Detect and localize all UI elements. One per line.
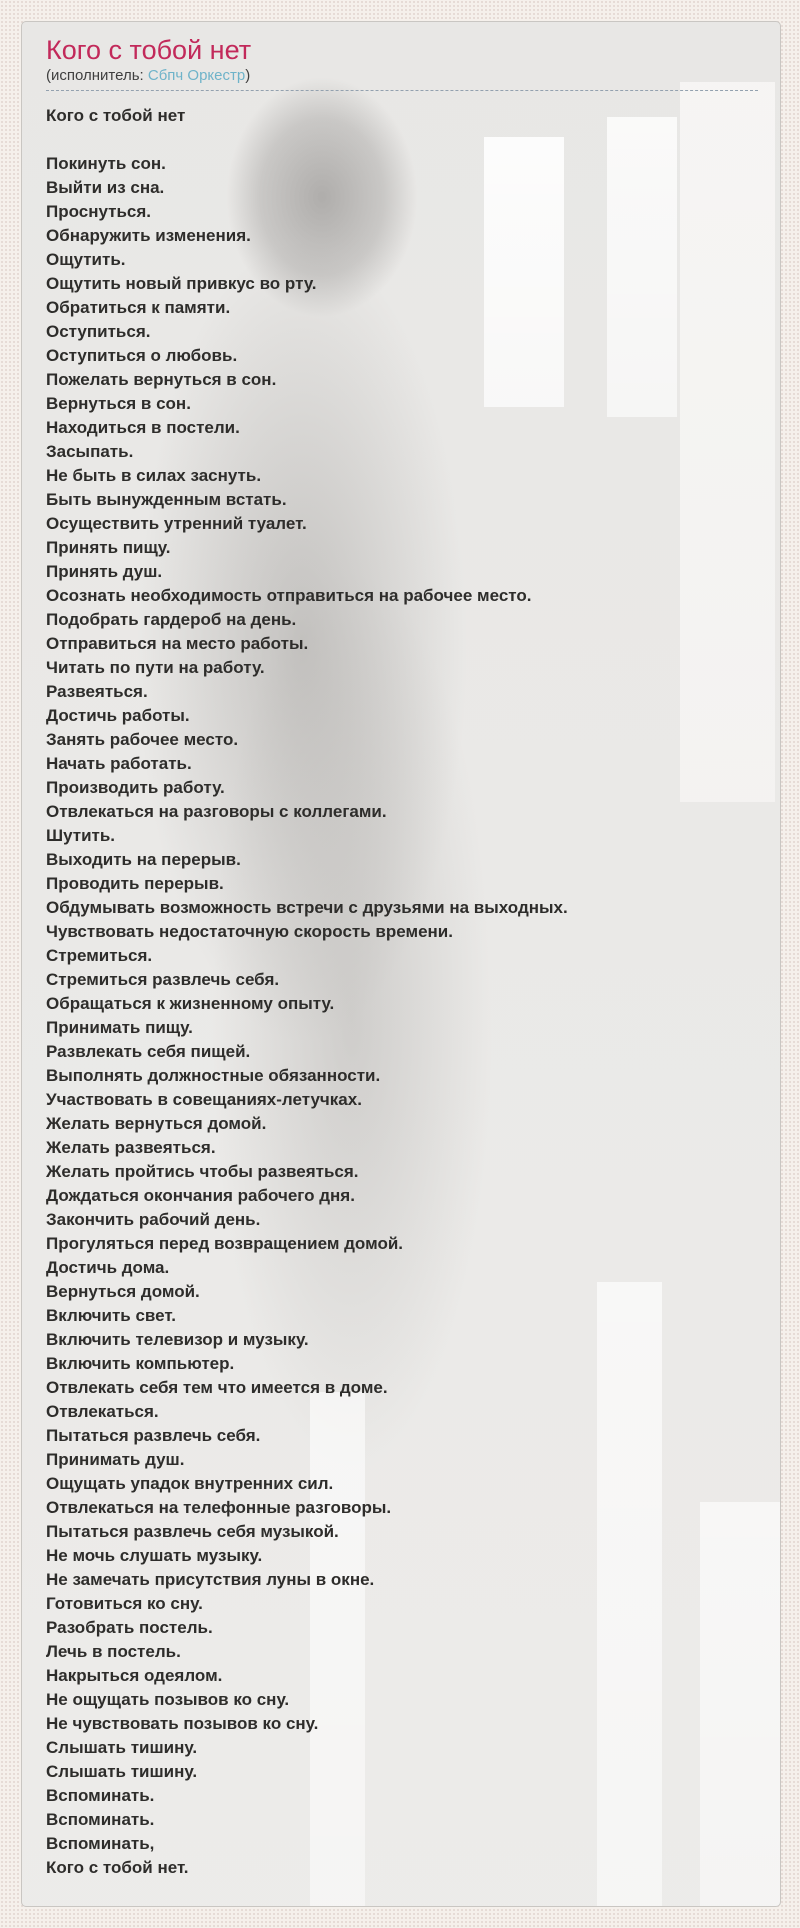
- lyric-line: Желать вернуться домой.: [46, 1114, 267, 1133]
- artist-label-prefix: (исполнитель:: [46, 67, 148, 84]
- lyric-line: Дождаться окончания рабочего дня.: [46, 1186, 355, 1205]
- lyric-line: Пытаться развлечь себя музыкой.: [46, 1522, 339, 1541]
- artist-label-suffix: ): [245, 67, 251, 84]
- lyric-line: Желать пройтись чтобы развеяться.: [46, 1162, 359, 1181]
- lyric-line: Осуществить утренний туалет.: [46, 514, 307, 533]
- lyric-line: Оступиться.: [46, 322, 151, 341]
- lyric-line: Включить свет.: [46, 1306, 176, 1325]
- lyric-line: Развеяться.: [46, 682, 148, 701]
- lyric-line: [46, 128, 758, 152]
- lyric-line: Накрыться одеялом.: [46, 1666, 223, 1685]
- artist-link[interactable]: Сбпч Оркестр: [147, 67, 246, 84]
- lyric-line: Стремиться.: [46, 946, 153, 965]
- lyric-line: Читать по пути на работу.: [46, 658, 265, 677]
- lyric-line: Принимать душ.: [46, 1450, 185, 1469]
- lyric-line: Готовиться ко сну.: [46, 1594, 203, 1613]
- lyric-line: Пожелать вернуться в сон.: [46, 370, 277, 389]
- lyric-line: Вернуться домой.: [46, 1282, 200, 1301]
- lyric-line: Проснуться.: [46, 202, 152, 221]
- page-title: Кого с тобой нет: [46, 35, 252, 65]
- lyric-line: Подобрать гардероб на день.: [46, 610, 297, 629]
- lyric-line: Не замечать присутствия луны в окне.: [46, 1570, 375, 1589]
- lyric-line: Вспоминать,: [46, 1834, 155, 1853]
- artist-line: [46, 66, 758, 85]
- lyric-line: Отвлекаться на разговоры с коллегами.: [46, 802, 387, 821]
- lyric-line: Покинуть сон.: [46, 154, 166, 173]
- lyric-line: Принимать пищу.: [46, 1018, 193, 1037]
- lyric-line: Выполнять должностные обязанности.: [46, 1066, 381, 1085]
- lyric-line: Занять рабочее место.: [46, 730, 239, 749]
- lyric-line: Отправиться на место работы.: [46, 634, 309, 653]
- lyric-line: Чувствовать недостаточную скорость времени.: [46, 922, 453, 941]
- lyric-line: Осознать необходимость отправиться на рабочее место.: [46, 586, 532, 605]
- lyric-line: Кого с тобой нет.: [46, 1858, 189, 1877]
- lyric-line: Прогуляться перед возвращением домой.: [46, 1234, 403, 1253]
- lyric-line: Не чувствовать позывов ко сну.: [46, 1714, 319, 1733]
- lyric-line: Выйти из сна.: [46, 178, 165, 197]
- lyric-line: Лечь в постель.: [46, 1642, 181, 1661]
- lyric-line: Слышать тишину.: [46, 1762, 198, 1781]
- lyric-line: Шутить.: [46, 826, 116, 845]
- lyric-line: Обнаружить изменения.: [46, 226, 251, 245]
- lyric-line: Стремиться развлечь себя.: [46, 970, 280, 989]
- lyric-line: Оступиться о любовь.: [46, 346, 238, 365]
- lyric-line: Вернуться в сон.: [46, 394, 191, 413]
- lyric-line: Засыпать.: [46, 442, 134, 461]
- lyric-line: Не ощущать позывов ко сну.: [46, 1690, 290, 1709]
- lyric-line: Достичь работы.: [46, 706, 190, 725]
- lyric-line: Желать развеяться.: [46, 1138, 216, 1157]
- lyrics-text: [46, 104, 758, 1880]
- lyric-line: Быть вынужденным встать.: [46, 490, 287, 509]
- lyric-line: Отвлекаться на телефонные разговоры.: [46, 1498, 392, 1517]
- lyric-line: Проводить перерыв.: [46, 874, 224, 893]
- lyric-line: Ощутить.: [46, 250, 126, 269]
- lyric-line: Участвовать в совещаниях-летучках.: [46, 1090, 362, 1109]
- lyric-line: Вспоминать.: [46, 1810, 155, 1829]
- lyric-line: Отвлекать себя тем что имеется в доме.: [46, 1378, 388, 1397]
- lyric-line: Включить телевизор и музыку.: [46, 1330, 309, 1349]
- lyric-line: Обдумывать возможность встречи с друзьями на выходных.: [46, 898, 568, 917]
- lyric-line: Не быть в силах заснуть.: [46, 466, 262, 485]
- lyric-line: Пытаться развлечь себя.: [46, 1426, 261, 1445]
- lyric-line: Кого с тобой нет: [46, 106, 186, 125]
- lyrics-card: [21, 21, 781, 1907]
- lyric-line: Обращаться к жизненному опыту.: [46, 994, 335, 1013]
- lyric-line: Развлекать себя пищей.: [46, 1042, 251, 1061]
- lyric-line: Разобрать постель.: [46, 1618, 213, 1637]
- lyric-line: Отвлекаться.: [46, 1402, 159, 1421]
- lyric-line: Достичь дома.: [46, 1258, 170, 1277]
- lyric-line: Производить работу.: [46, 778, 225, 797]
- lyric-line: Принять душ.: [46, 562, 163, 581]
- lyric-line: Обратиться к памяти.: [46, 298, 231, 317]
- lyric-line: Закончить рабочий день.: [46, 1210, 261, 1229]
- lyric-line: Ощущать упадок внутренних сил.: [46, 1474, 334, 1493]
- lyric-line: Вспоминать.: [46, 1786, 155, 1805]
- lyric-line: Не мочь слушать музыку.: [46, 1546, 263, 1565]
- lyric-line: Принять пищу.: [46, 538, 171, 557]
- lyric-line: Выходить на перерыв.: [46, 850, 241, 869]
- song-header: [46, 34, 758, 91]
- lyric-line: Включить компьютер.: [46, 1354, 235, 1373]
- lyric-line: Слышать тишину.: [46, 1738, 198, 1757]
- lyric-line: Начать работать.: [46, 754, 192, 773]
- lyric-line: Находиться в постели.: [46, 418, 240, 437]
- lyric-line: Ощутить новый привкус во рту.: [46, 274, 317, 293]
